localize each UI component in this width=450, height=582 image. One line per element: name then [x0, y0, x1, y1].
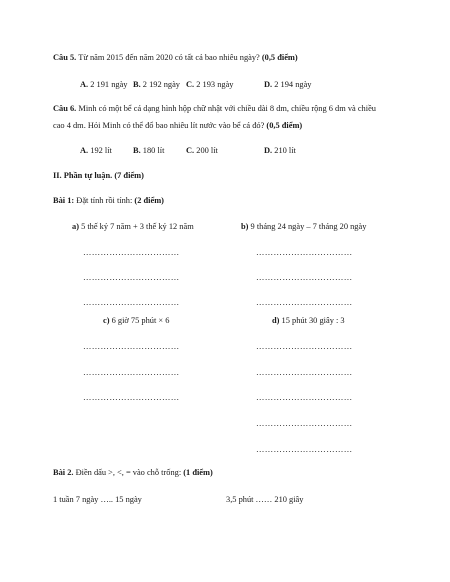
exercise-2-heading	[53, 468, 213, 477]
question-6-text-2: cao 4 dm. Hỏi Minh có thể đổ bao nhiêu lít nước vào bể cá đó?	[53, 121, 265, 130]
exercise-2-points: (1 điểm)	[183, 468, 213, 477]
part-2-heading: II. Phần tự luận. (7 điểm)	[53, 171, 144, 180]
answer-line-b-2[interactable]: ……………………………	[256, 273, 353, 282]
question-6-text-1: Minh có một bể cá dạng hình hộp chữ nhật với chiều dài 8 dm, chiều rộng 6 dm và chiều	[78, 104, 376, 113]
question-5-option-a: A. 2 191 ngày	[80, 80, 128, 89]
question-6-option-d: D. 210 lít	[264, 146, 296, 155]
question-5-line	[53, 53, 298, 62]
question-6-option-a: A. 192 lít	[80, 146, 112, 155]
answer-line-a-3[interactable]: ……………………………	[83, 298, 180, 307]
answer-line-d-5[interactable]: ……………………………	[256, 445, 353, 454]
exercise-1-heading	[53, 196, 164, 205]
exercise-1c: c) 6 giờ 75 phút × 6	[103, 316, 170, 325]
answer-line-d-2[interactable]: ……………………………	[256, 368, 353, 377]
question-5-option-b: B. 2 192 ngày	[133, 80, 180, 89]
question-6-label: Câu 6.	[53, 104, 77, 113]
exercise-1b: b) 9 tháng 24 ngày – 7 tháng 20 ngày	[241, 222, 367, 231]
answer-line-d-1[interactable]: ……………………………	[256, 342, 353, 351]
answer-line-b-1[interactable]: ……………………………	[256, 248, 353, 257]
exercise-2-item-2: 3,5 phút …… 210 giây	[226, 495, 304, 504]
exercise-1-points: (2 điểm)	[134, 196, 164, 205]
question-6-line-2	[53, 121, 302, 130]
answer-line-a-2[interactable]: ……………………………	[83, 273, 180, 282]
question-6-line-1	[53, 104, 376, 113]
exercise-1-label: Bài 1:	[53, 196, 75, 205]
exercise-1-text: Đặt tính rồi tính:	[76, 196, 133, 205]
answer-line-c-3[interactable]: ……………………………	[83, 393, 180, 402]
exercise-2-item-1: 1 tuần 7 ngày ….. 15 ngày	[53, 495, 142, 504]
exercise-2-label: Bài 2.	[53, 468, 74, 477]
question-5-text: Từ năm 2015 đến năm 2020 có tất cả bao nhiêu ngày?	[78, 53, 260, 62]
answer-line-b-3[interactable]: ……………………………	[256, 298, 353, 307]
answer-line-d-3[interactable]: ……………………………	[256, 393, 353, 402]
answer-line-c-2[interactable]: ……………………………	[83, 368, 180, 377]
answer-line-c-1[interactable]: ……………………………	[83, 342, 180, 351]
exercise-1a: a) 5 thế kỷ 7 năm + 3 thế kỷ 12 năm	[72, 222, 194, 231]
question-5-label: Câu 5.	[53, 53, 77, 62]
question-6-option-b: B. 180 lít	[133, 146, 165, 155]
question-5-option-c: C. 2 193 ngày	[186, 80, 234, 89]
question-5-option-d: D. 2 194 ngày	[264, 80, 312, 89]
exercise-1d: d) 15 phút 30 giây : 3	[272, 316, 345, 325]
answer-line-d-4[interactable]: ……………………………	[256, 419, 353, 428]
question-6-option-c: C. 200 lít	[186, 146, 218, 155]
exercise-2-text: Điền dấu >, <, = vào chỗ trống:	[75, 468, 182, 477]
question-6-points: (0,5 điểm)	[266, 121, 303, 130]
answer-line-a-1[interactable]: ……………………………	[83, 248, 180, 257]
question-5-points: (0,5 điểm)	[261, 53, 298, 62]
